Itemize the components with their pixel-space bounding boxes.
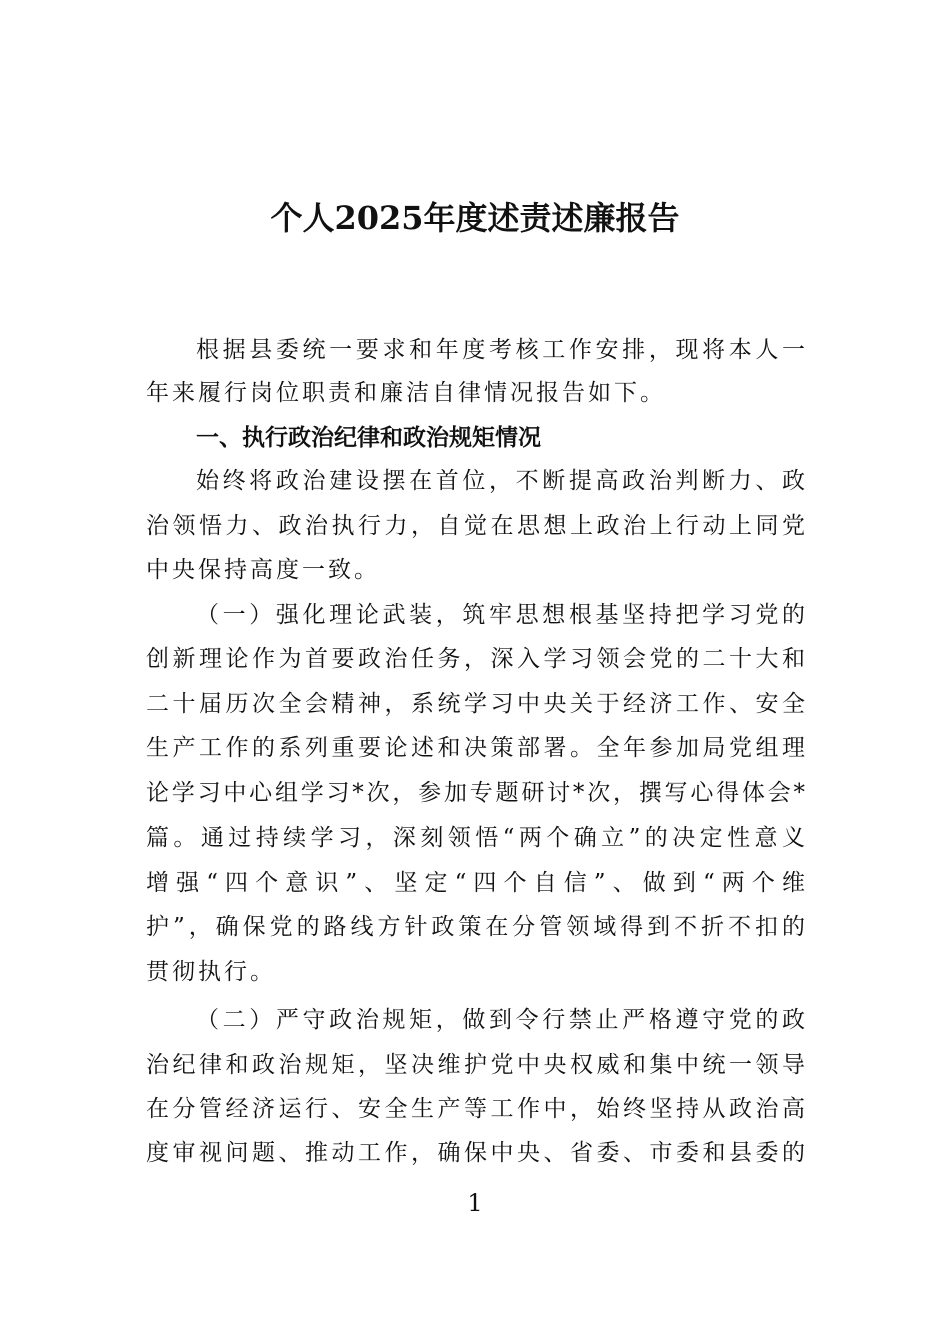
subsection-line: （二）严守政治规矩，做到令行禁止严格遵守党的政 bbox=[196, 1007, 805, 1033]
subsection-line: （一）强化理论武装，筑牢思想根基坚持把学习党的 bbox=[196, 602, 805, 628]
paragraph-line: 创新理论作为首要政治任务，深入学习领会党的二十大和 bbox=[146, 646, 805, 672]
paragraph-line: 贯彻执行。 bbox=[146, 959, 276, 985]
section-heading: 一、执行政治纪律和政治规矩情况 bbox=[196, 425, 541, 451]
paragraph-line: 治领悟力、政治执行力，自觉在思想上政治上行动上同党 bbox=[146, 513, 805, 539]
document-title: 个人2025年度述责述廉报告 bbox=[270, 199, 680, 237]
paragraph-line: 增强“四个意识”、坚定“四个自信”、做到“两个维 bbox=[146, 870, 805, 896]
paragraph-line: 始终将政治建设摆在首位，不断提高政治判断力、政 bbox=[196, 468, 805, 494]
paragraph-line: 论学习中心组学习*次，参加专题研讨*次，撰写心得体会* bbox=[146, 780, 805, 806]
paragraph-line: 二十届历次全会精神，系统学习中央关于经济工作、安全 bbox=[146, 691, 805, 717]
paragraph-line: 生产工作的系列重要论述和决策部署。全年参加局党组理 bbox=[146, 735, 805, 761]
paragraph-line: 在分管经济运行、安全生产等工作中，始终坚持从政治高 bbox=[146, 1096, 805, 1122]
page-number: 1 bbox=[467, 1189, 483, 1217]
paragraph-line: 年来履行岗位职责和廉洁自律情况报告如下。 bbox=[146, 380, 666, 406]
paragraph-line: 根据县委统一要求和年度考核工作安排，现将本人一 bbox=[196, 337, 805, 363]
paragraph-line: 度审视问题、推动工作，确保中央、省委、市委和县委的 bbox=[146, 1140, 805, 1166]
paragraph-line: 护”，确保党的路线方针政策在分管领域得到不折不扣的 bbox=[146, 914, 805, 940]
paragraph-line: 中央保持高度一致。 bbox=[146, 557, 380, 583]
paragraph-line: 篇。通过持续学习，深刻领悟“两个确立”的决定性意义 bbox=[146, 825, 805, 851]
paragraph-line: 治纪律和政治规矩，坚决维护党中央权威和集中统一领导 bbox=[146, 1052, 805, 1078]
